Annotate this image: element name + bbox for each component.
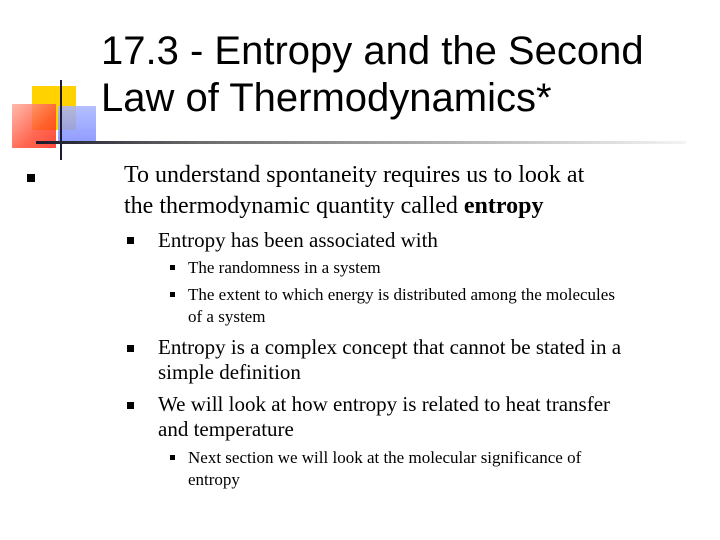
bullet-text: Next section we will look at the molecular significance of (188, 448, 582, 467)
bullet-text: We will look at how entropy is related to heat transfer (158, 392, 611, 416)
bullet-text: Entropy has been associated with (158, 228, 438, 252)
bullet-marker (127, 345, 134, 352)
title-line-2: Law of Thermodynamics* (101, 76, 552, 120)
bullet-text: The randomness in a system (188, 258, 381, 277)
bullet-marker (170, 292, 175, 297)
decor-vertical-line (60, 80, 62, 160)
bullet-text: The extent to which energy is distributed among the molecules (188, 285, 615, 304)
slide-title (101, 28, 711, 122)
bullet-marker (127, 402, 134, 409)
bullet-text: Entropy is a complex concept that cannot be stated in a (158, 335, 622, 359)
bullet-text: To understand spontaneity requires us to look at (124, 162, 585, 188)
bullet-text: the thermodynamic quantity called entropy (124, 193, 544, 219)
decor-blue-square (58, 106, 96, 142)
bullet-marker (170, 455, 175, 460)
entropy-term: entropy (463, 193, 544, 219)
bullet-marker (170, 265, 175, 270)
bullet-text: of a system (188, 307, 266, 326)
title-underline (36, 141, 686, 144)
bullet-text: entropy (188, 470, 240, 489)
bullet-marker (127, 237, 134, 244)
bullet-marker (27, 174, 35, 182)
bullet-text: and temperature (158, 417, 294, 441)
bullet-text: simple definition (158, 360, 301, 384)
title-line-1: 17.3 - Entropy and the Second (101, 29, 644, 73)
